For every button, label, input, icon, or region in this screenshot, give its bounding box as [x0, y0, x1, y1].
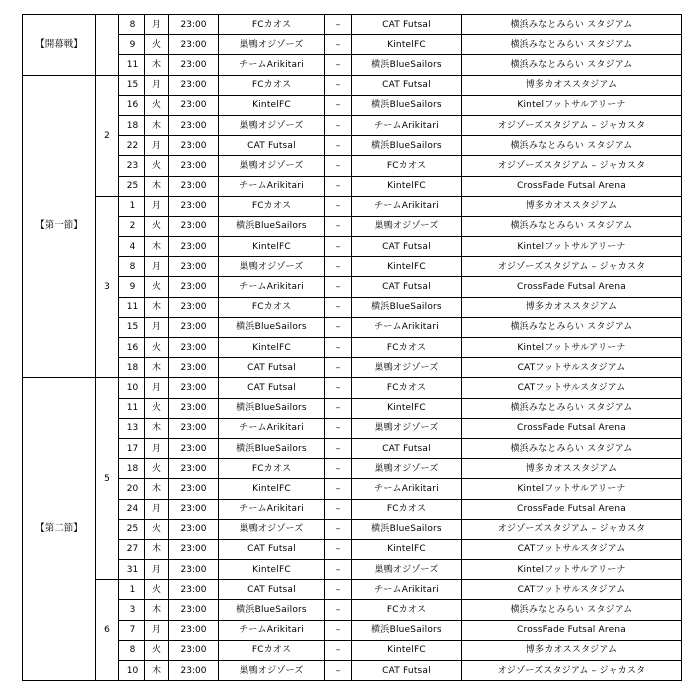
weekday-cell: 月 [145, 378, 169, 398]
time-cell: 23:00 [169, 196, 219, 216]
table-row [23, 378, 682, 398]
time-cell: 23:00 [169, 95, 219, 115]
versus-separator: – [325, 459, 352, 479]
time-cell: 23:00 [169, 317, 219, 337]
home-team-cell: 巣鴨オジゾーズ [219, 519, 325, 539]
day-cell: 22 [119, 136, 145, 156]
home-team-cell: CAT Futsal [219, 539, 325, 559]
versus-separator: – [325, 237, 352, 257]
table-row [23, 317, 682, 337]
versus-separator: – [325, 479, 352, 499]
table-row [23, 237, 682, 257]
time-cell: 23:00 [169, 519, 219, 539]
versus-separator: – [325, 176, 352, 196]
versus-separator: – [325, 539, 352, 559]
venue-cell: CrossFade Futsal Arena [462, 620, 682, 640]
weekday-cell: 木 [145, 237, 169, 257]
weekday-cell: 月 [145, 620, 169, 640]
weekday-cell: 木 [145, 661, 169, 681]
away-team-cell: KintelFC [352, 257, 462, 277]
versus-separator: – [325, 136, 352, 156]
weekday-cell: 木 [145, 479, 169, 499]
time-cell: 23:00 [169, 115, 219, 135]
home-team-cell: CAT Futsal [219, 580, 325, 600]
home-team-cell: CAT Futsal [219, 136, 325, 156]
time-cell: 23:00 [169, 459, 219, 479]
venue-cell: 博多カオススタジアム [462, 75, 682, 95]
day-cell: 8 [119, 15, 145, 35]
table-row [23, 479, 682, 499]
away-team-cell: KintelFC [352, 640, 462, 660]
day-cell: 4 [119, 237, 145, 257]
weekday-cell: 火 [145, 95, 169, 115]
venue-cell: 博多カオススタジアム [462, 640, 682, 660]
venue-cell: オジゾーズスタジアム – ジャカスタ [462, 257, 682, 277]
day-cell: 15 [119, 317, 145, 337]
day-cell: 18 [119, 115, 145, 135]
time-cell: 23:00 [169, 620, 219, 640]
day-cell: 20 [119, 479, 145, 499]
away-team-cell: FCカオス [352, 600, 462, 620]
home-team-cell: チームArikitari [219, 176, 325, 196]
table-row [23, 418, 682, 438]
time-cell: 23:00 [169, 35, 219, 55]
away-team-cell: チームArikitari [352, 196, 462, 216]
home-team-cell: チームArikitari [219, 418, 325, 438]
venue-cell: 横浜みなとみらい スタジアム [462, 216, 682, 236]
venue-cell: 横浜みなとみらい スタジアム [462, 15, 682, 35]
venue-cell: 博多カオススタジアム [462, 196, 682, 216]
time-cell: 23:00 [169, 338, 219, 358]
month-cell: 3 [96, 196, 119, 378]
venue-cell: オジゾーズスタジアム – ジャカスタ [462, 519, 682, 539]
weekday-cell: 火 [145, 640, 169, 660]
weekday-cell: 木 [145, 600, 169, 620]
versus-separator: – [325, 661, 352, 681]
day-cell: 9 [119, 35, 145, 55]
day-cell: 10 [119, 378, 145, 398]
month-cell: 2 [96, 75, 119, 196]
home-team-cell: 巣鴨オジゾーズ [219, 257, 325, 277]
away-team-cell: チームArikitari [352, 479, 462, 499]
weekday-cell: 火 [145, 277, 169, 297]
venue-cell: CrossFade Futsal Arena [462, 499, 682, 519]
home-team-cell: KintelFC [219, 237, 325, 257]
time-cell: 23:00 [169, 640, 219, 660]
venue-cell: Kintelフットサルアリーナ [462, 237, 682, 257]
table-row [23, 580, 682, 600]
time-cell: 23:00 [169, 156, 219, 176]
weekday-cell: 月 [145, 15, 169, 35]
venue-cell: Kintelフットサルアリーナ [462, 338, 682, 358]
versus-separator: – [325, 196, 352, 216]
venue-cell: オジゾーズスタジアム – ジャカスタ [462, 156, 682, 176]
versus-separator: – [325, 115, 352, 135]
home-team-cell: KintelFC [219, 560, 325, 580]
away-team-cell: KintelFC [352, 35, 462, 55]
table-row [23, 560, 682, 580]
time-cell: 23:00 [169, 216, 219, 236]
weekday-cell: 木 [145, 358, 169, 378]
schedule-body [23, 15, 682, 681]
weekday-cell: 火 [145, 156, 169, 176]
day-cell: 27 [119, 539, 145, 559]
month-cell [96, 15, 119, 76]
day-cell: 1 [119, 196, 145, 216]
day-cell: 11 [119, 55, 145, 75]
weekday-cell: 火 [145, 459, 169, 479]
venue-cell: オジゾーズスタジアム – ジャカスタ [462, 115, 682, 135]
home-team-cell: 横浜BlueSailors [219, 398, 325, 418]
venue-cell: Kintelフットサルアリーナ [462, 95, 682, 115]
time-cell: 23:00 [169, 15, 219, 35]
away-team-cell: 巣鴨オジゾーズ [352, 459, 462, 479]
venue-cell: 博多カオススタジアム [462, 297, 682, 317]
versus-separator: – [325, 156, 352, 176]
home-team-cell: CAT Futsal [219, 378, 325, 398]
away-team-cell: 巣鴨オジゾーズ [352, 560, 462, 580]
month-cell: 5 [96, 378, 119, 580]
away-team-cell: チームArikitari [352, 317, 462, 337]
day-cell: 3 [119, 600, 145, 620]
venue-cell: CATフットサルスタジアム [462, 580, 682, 600]
versus-separator: – [325, 15, 352, 35]
versus-separator: – [325, 499, 352, 519]
home-team-cell: チームArikitari [219, 620, 325, 640]
table-row [23, 95, 682, 115]
time-cell: 23:00 [169, 237, 219, 257]
away-team-cell: CAT Futsal [352, 438, 462, 458]
versus-separator: – [325, 640, 352, 660]
time-cell: 23:00 [169, 136, 219, 156]
day-cell: 16 [119, 338, 145, 358]
section-label: 【第一節】 [23, 75, 96, 378]
time-cell: 23:00 [169, 418, 219, 438]
section-label: 【第二節】 [23, 378, 96, 681]
time-cell: 23:00 [169, 75, 219, 95]
versus-separator: – [325, 216, 352, 236]
day-cell: 9 [119, 277, 145, 297]
table-row [23, 338, 682, 358]
table-row [23, 196, 682, 216]
venue-cell: オジゾーズスタジアム – ジャカスタ [462, 661, 682, 681]
versus-separator: – [325, 600, 352, 620]
table-row [23, 459, 682, 479]
home-team-cell: CAT Futsal [219, 358, 325, 378]
weekday-cell: 木 [145, 55, 169, 75]
venue-cell: CATフットサルスタジアム [462, 378, 682, 398]
weekday-cell: 月 [145, 196, 169, 216]
venue-cell: 横浜みなとみらい スタジアム [462, 438, 682, 458]
weekday-cell: 月 [145, 75, 169, 95]
weekday-cell: 木 [145, 539, 169, 559]
venue-cell: 横浜みなとみらい スタジアム [462, 600, 682, 620]
time-cell: 23:00 [169, 55, 219, 75]
day-cell: 17 [119, 438, 145, 458]
home-team-cell: 巣鴨オジゾーズ [219, 35, 325, 55]
away-team-cell: FCカオス [352, 156, 462, 176]
versus-separator: – [325, 398, 352, 418]
away-team-cell: 巣鴨オジゾーズ [352, 418, 462, 438]
away-team-cell: 横浜BlueSailors [352, 95, 462, 115]
weekday-cell: 月 [145, 560, 169, 580]
day-cell: 10 [119, 661, 145, 681]
versus-separator: – [325, 378, 352, 398]
day-cell: 11 [119, 398, 145, 418]
home-team-cell: 横浜BlueSailors [219, 216, 325, 236]
venue-cell: CrossFade Futsal Arena [462, 277, 682, 297]
day-cell: 8 [119, 640, 145, 660]
table-row [23, 640, 682, 660]
away-team-cell: 横浜BlueSailors [352, 519, 462, 539]
away-team-cell: 巣鴨オジゾーズ [352, 216, 462, 236]
day-cell: 25 [119, 176, 145, 196]
home-team-cell: FCカオス [219, 75, 325, 95]
weekday-cell: 月 [145, 499, 169, 519]
time-cell: 23:00 [169, 560, 219, 580]
time-cell: 23:00 [169, 539, 219, 559]
table-row [23, 115, 682, 135]
away-team-cell: 横浜BlueSailors [352, 620, 462, 640]
table-row [23, 136, 682, 156]
table-row [23, 156, 682, 176]
day-cell: 25 [119, 519, 145, 539]
home-team-cell: 横浜BlueSailors [219, 600, 325, 620]
away-team-cell: CAT Futsal [352, 75, 462, 95]
time-cell: 23:00 [169, 600, 219, 620]
home-team-cell: チームArikitari [219, 277, 325, 297]
time-cell: 23:00 [169, 661, 219, 681]
weekday-cell: 木 [145, 297, 169, 317]
home-team-cell: KintelFC [219, 95, 325, 115]
section-label: 【開幕戦】 [23, 15, 96, 76]
home-team-cell: KintelFC [219, 479, 325, 499]
table-row [23, 35, 682, 55]
table-row [23, 600, 682, 620]
home-team-cell: チームArikitari [219, 499, 325, 519]
versus-separator: – [325, 580, 352, 600]
day-cell: 7 [119, 620, 145, 640]
table-row [23, 519, 682, 539]
day-cell: 13 [119, 418, 145, 438]
time-cell: 23:00 [169, 176, 219, 196]
weekday-cell: 木 [145, 176, 169, 196]
venue-cell: 横浜みなとみらい スタジアム [462, 136, 682, 156]
venue-cell: CrossFade Futsal Arena [462, 418, 682, 438]
away-team-cell: 横浜BlueSailors [352, 136, 462, 156]
versus-separator: – [325, 338, 352, 358]
venue-cell: CrossFade Futsal Arena [462, 176, 682, 196]
versus-separator: – [325, 75, 352, 95]
weekday-cell: 月 [145, 257, 169, 277]
table-row [23, 499, 682, 519]
away-team-cell: 横浜BlueSailors [352, 297, 462, 317]
away-team-cell: CAT Futsal [352, 661, 462, 681]
table-row [23, 358, 682, 378]
day-cell: 2 [119, 216, 145, 236]
table-row [23, 398, 682, 418]
day-cell: 24 [119, 499, 145, 519]
time-cell: 23:00 [169, 358, 219, 378]
venue-cell: CATフットサルスタジアム [462, 358, 682, 378]
venue-cell: 横浜みなとみらい スタジアム [462, 317, 682, 337]
away-team-cell: KintelFC [352, 398, 462, 418]
home-team-cell: 巣鴨オジゾーズ [219, 115, 325, 135]
table-row [23, 15, 682, 35]
versus-separator: – [325, 560, 352, 580]
home-team-cell: FCカオス [219, 459, 325, 479]
table-row [23, 257, 682, 277]
table-row [23, 55, 682, 75]
table-row [23, 620, 682, 640]
match-schedule-table [22, 14, 682, 681]
home-team-cell: FCカオス [219, 15, 325, 35]
versus-separator: – [325, 95, 352, 115]
versus-separator: – [325, 55, 352, 75]
away-team-cell: チームArikitari [352, 580, 462, 600]
weekday-cell: 火 [145, 35, 169, 55]
venue-cell: CATフットサルスタジアム [462, 539, 682, 559]
time-cell: 23:00 [169, 479, 219, 499]
table-row [23, 297, 682, 317]
table-row [23, 75, 682, 95]
away-team-cell: CAT Futsal [352, 277, 462, 297]
away-team-cell: 巣鴨オジゾーズ [352, 358, 462, 378]
away-team-cell: チームArikitari [352, 115, 462, 135]
time-cell: 23:00 [169, 257, 219, 277]
home-team-cell: FCカオス [219, 297, 325, 317]
time-cell: 23:00 [169, 297, 219, 317]
weekday-cell: 火 [145, 580, 169, 600]
day-cell: 31 [119, 560, 145, 580]
table-row [23, 176, 682, 196]
versus-separator: – [325, 519, 352, 539]
weekday-cell: 火 [145, 519, 169, 539]
weekday-cell: 月 [145, 438, 169, 458]
home-team-cell: FCカオス [219, 640, 325, 660]
time-cell: 23:00 [169, 378, 219, 398]
home-team-cell: 横浜BlueSailors [219, 438, 325, 458]
away-team-cell: CAT Futsal [352, 237, 462, 257]
weekday-cell: 火 [145, 338, 169, 358]
day-cell: 16 [119, 95, 145, 115]
weekday-cell: 火 [145, 398, 169, 418]
day-cell: 8 [119, 257, 145, 277]
away-team-cell: FCカオス [352, 338, 462, 358]
venue-cell: 横浜みなとみらい スタジアム [462, 35, 682, 55]
away-team-cell: 横浜BlueSailors [352, 55, 462, 75]
venue-cell: Kintelフットサルアリーナ [462, 560, 682, 580]
versus-separator: – [325, 620, 352, 640]
weekday-cell: 月 [145, 136, 169, 156]
day-cell: 1 [119, 580, 145, 600]
home-team-cell: 巣鴨オジゾーズ [219, 661, 325, 681]
away-team-cell: FCカオス [352, 499, 462, 519]
day-cell: 18 [119, 358, 145, 378]
versus-separator: – [325, 358, 352, 378]
home-team-cell: 横浜BlueSailors [219, 317, 325, 337]
home-team-cell: 巣鴨オジゾーズ [219, 156, 325, 176]
home-team-cell: KintelFC [219, 338, 325, 358]
venue-cell: 横浜みなとみらい スタジアム [462, 398, 682, 418]
time-cell: 23:00 [169, 580, 219, 600]
versus-separator: – [325, 317, 352, 337]
table-row [23, 539, 682, 559]
versus-separator: – [325, 257, 352, 277]
venue-cell: Kintelフットサルアリーナ [462, 479, 682, 499]
time-cell: 23:00 [169, 398, 219, 418]
away-team-cell: FCカオス [352, 378, 462, 398]
versus-separator: – [325, 297, 352, 317]
versus-separator: – [325, 35, 352, 55]
table-row [23, 438, 682, 458]
month-cell: 6 [96, 580, 119, 681]
versus-separator: – [325, 277, 352, 297]
weekday-cell: 月 [145, 317, 169, 337]
table-row [23, 661, 682, 681]
day-cell: 23 [119, 156, 145, 176]
day-cell: 18 [119, 459, 145, 479]
home-team-cell: FCカオス [219, 196, 325, 216]
venue-cell: 横浜みなとみらい スタジアム [462, 55, 682, 75]
weekday-cell: 木 [145, 418, 169, 438]
away-team-cell: KintelFC [352, 176, 462, 196]
weekday-cell: 火 [145, 216, 169, 236]
versus-separator: – [325, 438, 352, 458]
time-cell: 23:00 [169, 438, 219, 458]
away-team-cell: KintelFC [352, 539, 462, 559]
time-cell: 23:00 [169, 277, 219, 297]
venue-cell: 博多カオススタジアム [462, 459, 682, 479]
away-team-cell: CAT Futsal [352, 15, 462, 35]
table-row [23, 277, 682, 297]
weekday-cell: 木 [145, 115, 169, 135]
home-team-cell: チームArikitari [219, 55, 325, 75]
day-cell: 11 [119, 297, 145, 317]
versus-separator: – [325, 418, 352, 438]
table-row [23, 216, 682, 236]
day-cell: 15 [119, 75, 145, 95]
time-cell: 23:00 [169, 499, 219, 519]
